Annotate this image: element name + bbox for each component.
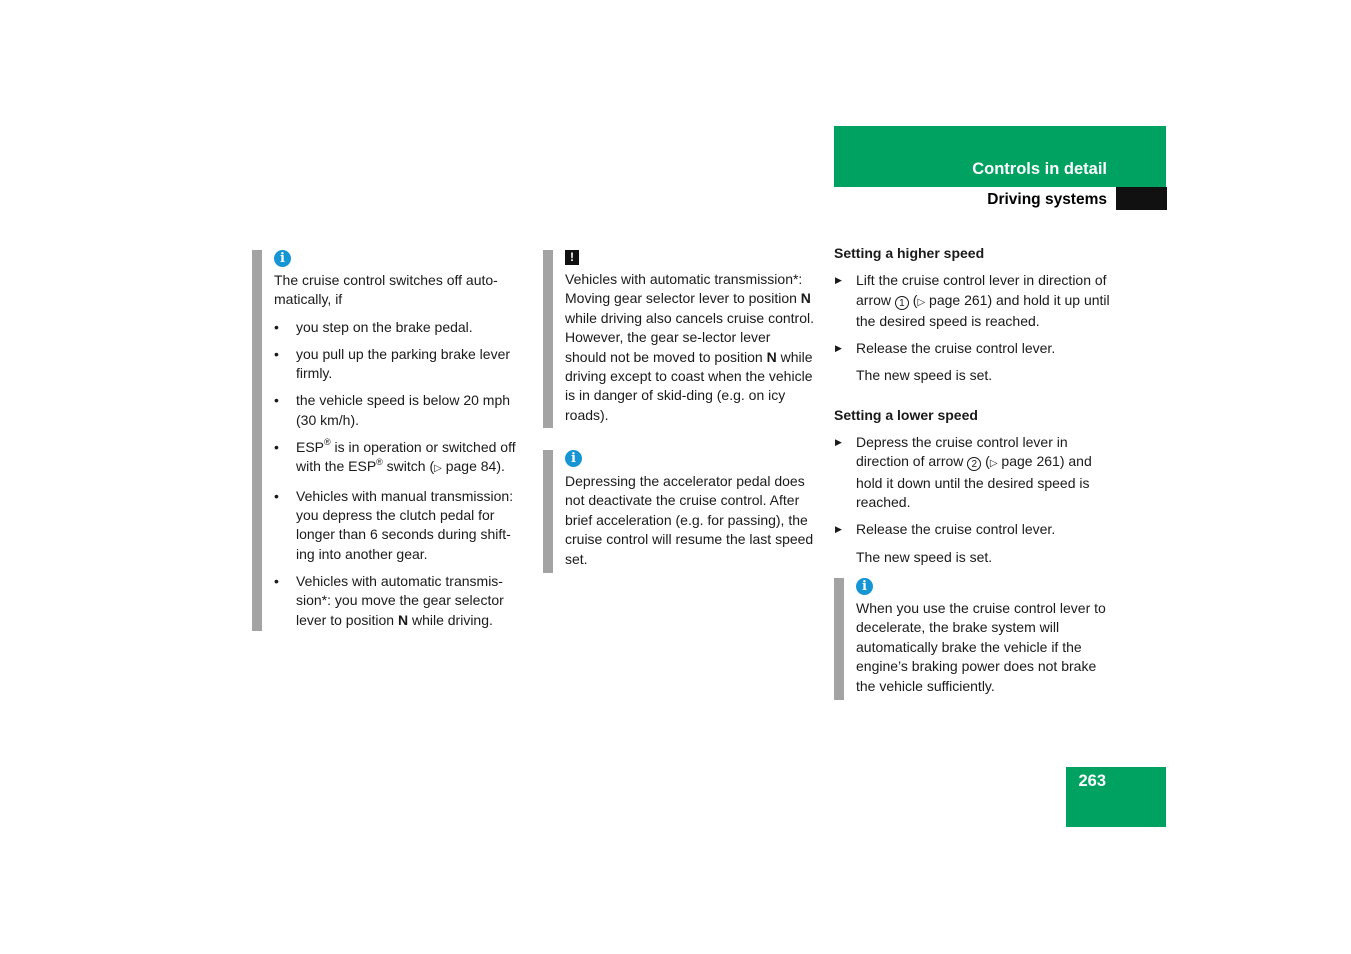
arrow-number-1-icon: 1 [895,296,909,310]
info-note-brake-system [834,578,1116,700]
info-icon: i [274,250,291,267]
note-bar [252,250,262,631]
result-text: The new speed is set. [856,367,993,384]
section-title: Controls in detail [972,160,1107,178]
higher-speed-steps [834,271,1116,358]
warning-text: Vehicles with automatic transmission*: Moving gear selector lever to position N while driving also cancels cruise control. However, the gear se-lector lever should not be moved to position N while driving except to coast when the vehicle is in danger of skid-ding (e.g. on icy roads). [565,271,814,423]
list-item: • ESP® is in operation or switched off with the ESP® switch (▷ page 84). [274,438,524,479]
heading-lower-speed: Setting a lower speed [834,406,978,423]
warning-note-gear-selector [543,250,815,428]
list-item: • Vehicles with manual transmission: you depress the clutch pedal for longer than 6 seconds during shift-ing into another gear. [274,487,524,565]
list-item: • the vehicle speed is below 20 mph (30 km/h). [274,391,524,430]
info-icon: i [856,578,873,595]
list-item: ▶ Release the cruise control lever. [834,520,1116,539]
result-text: The new speed is set. [856,548,993,565]
heading-higher-speed: Setting a higher speed [834,245,985,261]
note-bar [543,250,553,428]
note-intro: The cruise control switches off auto-matically, if [274,272,498,308]
info-note-accelerator [543,450,815,573]
header-tab-marker [1116,187,1167,210]
page-ref-arrow-icon: ▷ [989,458,998,470]
note-text: When you use the cruise control lever to decelerate, the brake system will automatically brake the vehicle if the engine’s braking power does not brake the vehicle sufficiently. [856,600,1106,694]
note-text: Depressing the accelerator pedal does not deactivate the cruise control. After brief acceleration (e.g. for passing), the cruise control will resume the last speed set. [565,473,814,567]
page-number: 263 [1078,772,1106,790]
page-ref-arrow-icon: ▷ [917,296,926,308]
page-ref-arrow-icon: ▷ [434,463,442,475]
speed-setting-instructions [834,244,1116,567]
subsection-title: Driving systems [987,191,1107,208]
note-bar [834,578,844,700]
switch-off-conditions [274,318,524,631]
list-item: ▶ Release the cruise control lever. [834,339,1116,358]
list-item: • Vehicles with automatic transmis-sion*: you move the gear selector lever to position N while driving. [274,572,524,630]
list-item: ▶ Depress the cruise control lever in direction of arrow 2 (▷ page 261) and hold it down until the desired speed is reached. [834,433,1116,513]
warning-icon: ! [565,250,579,265]
arrow-number-2-icon: 2 [967,457,981,471]
list-item: ▶ Lift the cruise control lever in direction of arrow 1 (▷ page 261) and hold it up until the desired speed is reached. [834,271,1116,331]
lower-speed-steps [834,433,1116,540]
info-icon: i [565,450,582,467]
list-item: • you step on the brake pedal. [274,318,524,337]
note-bar [543,450,553,573]
list-item: • you pull up the parking brake lever firmly. [274,345,524,384]
info-note-switch-off [252,250,524,631]
